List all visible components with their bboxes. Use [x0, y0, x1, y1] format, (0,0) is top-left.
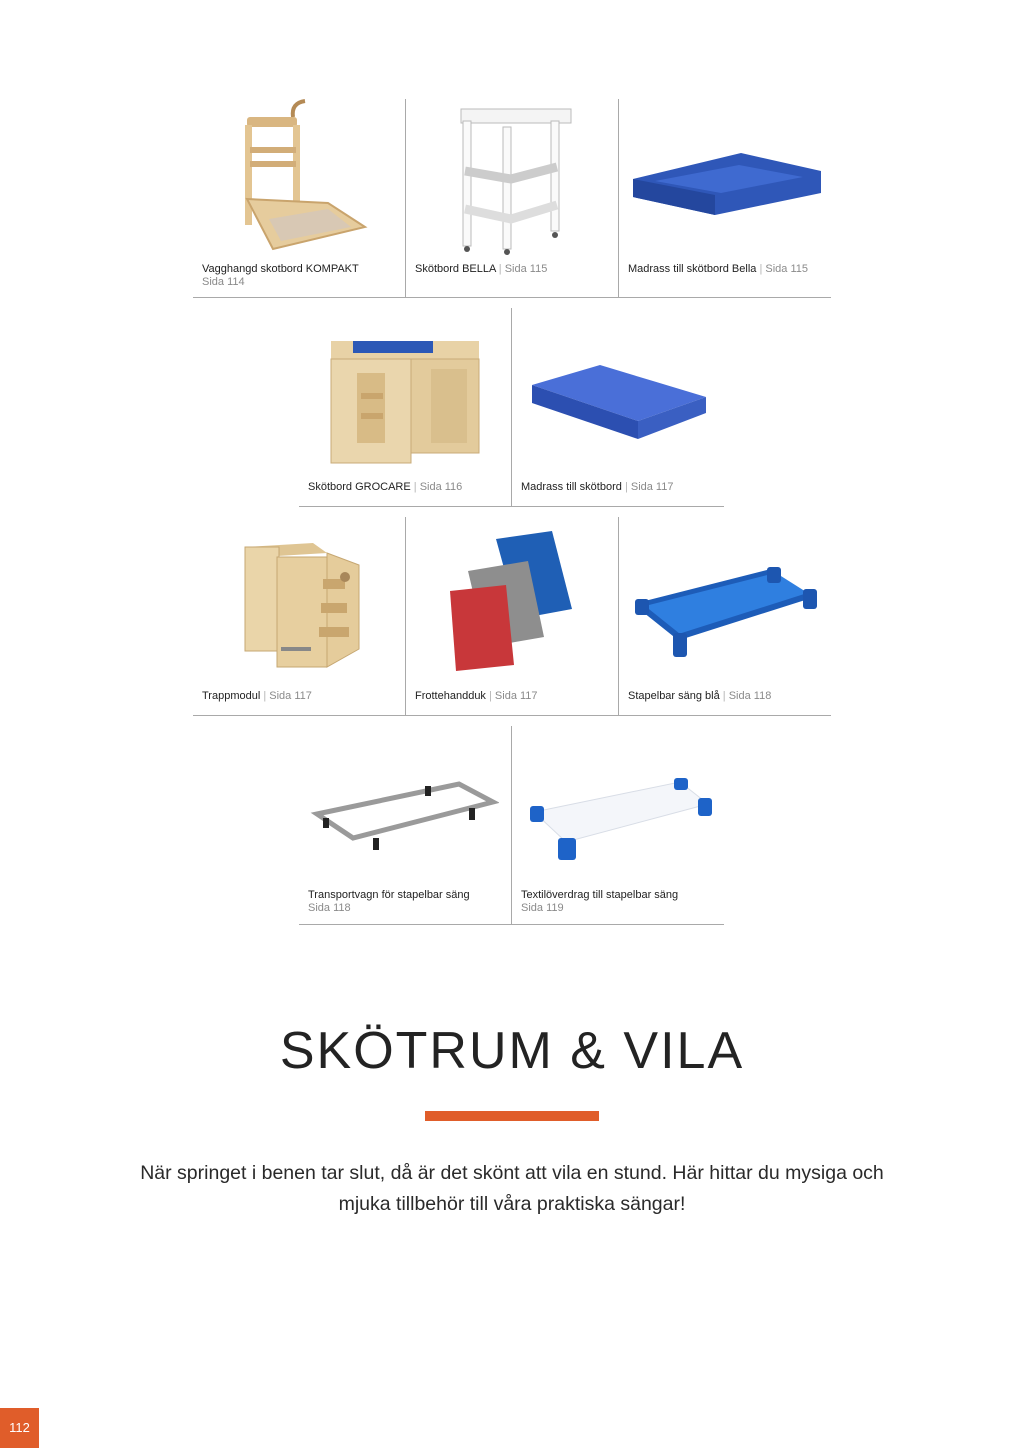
caption-separator: |: [489, 690, 492, 702]
product-card-bella-mattress[interactable]: [618, 99, 832, 297]
product-page: Sida 119: [521, 902, 564, 914]
changing-mattress-image: [631, 149, 821, 219]
section-title: SKÖTRUM & VILA: [279, 1022, 745, 1080]
product-page: Sida 116: [419, 481, 463, 493]
page-number: 112: [0, 1408, 39, 1448]
product-card-trappmodul[interactable]: [193, 517, 406, 715]
product-page: Sida 115: [504, 263, 548, 275]
product-caption: [521, 889, 678, 915]
product-name: Transportvagn för stapelbar säng: [308, 889, 470, 901]
product-name: Skötbord GROCARE: [308, 481, 411, 493]
product-row-3: [193, 517, 831, 716]
caption-separator: |: [498, 263, 502, 275]
title-underline: [425, 1111, 599, 1121]
wooden-changing-cabinet-image: [327, 333, 482, 468]
blue-stackable-bed-image: [633, 567, 818, 667]
product-caption: [308, 481, 462, 494]
product-card-transportvagn[interactable]: [299, 726, 512, 924]
product-name: Vagghangd skotbord KOMPAKT: [202, 263, 359, 275]
product-row-4: [299, 726, 724, 925]
product-page: Sida 118: [308, 902, 351, 914]
product-caption: [628, 263, 808, 276]
product-card-mattress[interactable]: [511, 308, 725, 506]
caption-separator: |: [263, 690, 267, 702]
product-caption: [628, 690, 771, 703]
product-card-kompakt[interactable]: [193, 99, 406, 297]
product-page: Sida 117: [269, 690, 312, 702]
product-page: Sida 115: [765, 263, 808, 275]
product-page: Sida 118: [728, 690, 772, 702]
bed-trolley-image: [309, 778, 499, 863]
product-name: Madrass till skötbord: [521, 481, 622, 493]
product-card-stapelbar-blue[interactable]: [618, 517, 832, 715]
blue-mattress-image: [530, 363, 710, 458]
product-name: Madrass till skötbord Bella: [628, 263, 757, 275]
product-row-2: [299, 308, 724, 507]
product-name: Textilöverdrag till stapelbar säng: [521, 889, 679, 901]
product-name: Frottehandduk: [415, 690, 486, 702]
caption-separator: |: [722, 690, 726, 702]
covered-bed-image: [530, 778, 715, 866]
section-intro: När springet i benen tar slut, då är det skönt att vila en stund. Här hittar du mysiga och mjuka tillbehör till våra praktiska sängar!: [140, 1162, 884, 1215]
product-row-1: [193, 99, 831, 298]
product-page: Sida 117: [494, 690, 538, 702]
product-name: Trappmodul: [202, 690, 261, 702]
product-card-frottehandduk[interactable]: [405, 517, 619, 715]
product-caption: [415, 263, 547, 276]
wall-changing-table-image: [233, 99, 373, 259]
product-caption: [415, 690, 538, 703]
product-page: Sida 117: [630, 481, 674, 493]
caption-separator: |: [759, 263, 763, 275]
product-caption: [308, 889, 470, 915]
product-page: Sida 114: [202, 276, 245, 288]
product-caption: [202, 263, 359, 289]
product-name: Stapelbar säng blå: [628, 690, 720, 702]
step-module-image: [241, 539, 366, 674]
product-caption: [521, 481, 673, 494]
product-caption: [202, 690, 312, 703]
caption-separator: |: [413, 481, 417, 493]
product-name: Skötbord BELLA: [415, 263, 496, 275]
product-card-textiloverdrag[interactable]: [511, 726, 725, 924]
towels-image: [448, 529, 583, 674]
caption-separator: |: [624, 481, 628, 493]
product-card-grocare[interactable]: [299, 308, 512, 506]
white-changing-table-image: [451, 101, 581, 256]
product-card-bella[interactable]: [405, 99, 619, 297]
